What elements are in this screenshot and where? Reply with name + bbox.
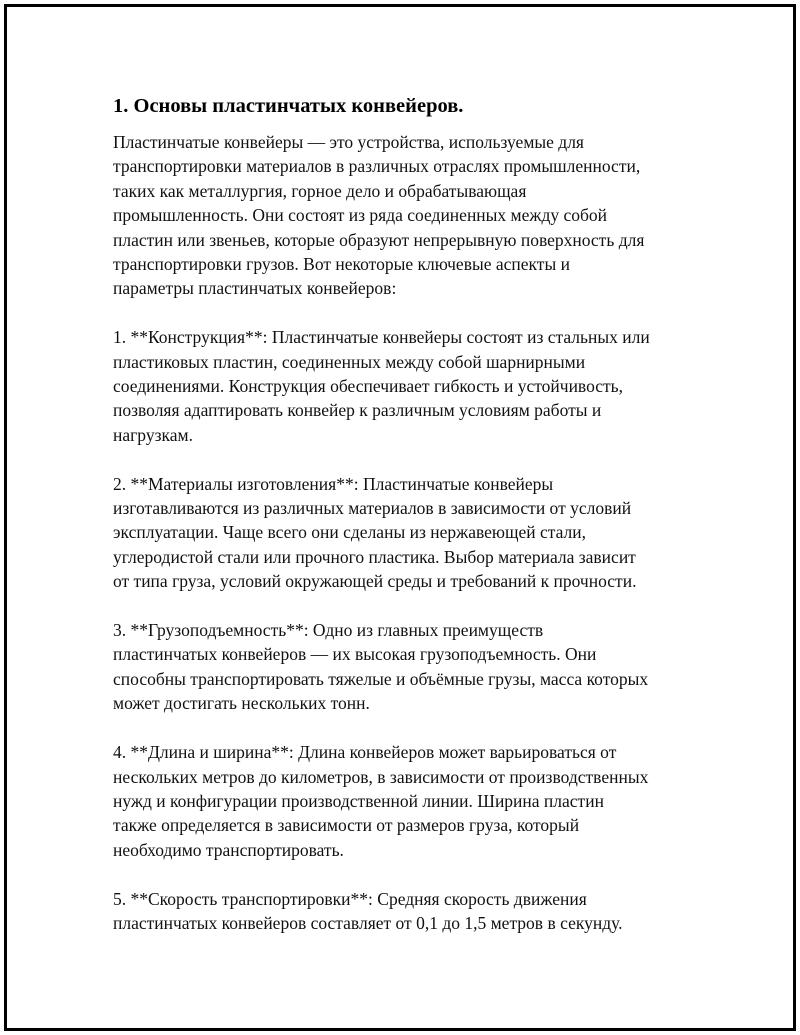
intro-paragraph: Пластинчатые конвейеры — это устройства, используемые для транспортировки материалов в различных отраслях промышленности, таких как металлургия, горное дело и обрабатывающая промышленность. Они состоят из ряда соединенных между собой пластин или звеньев, которые образуют непрерывную поверхность для транспортировки грузов. Вот некоторые ключевые аспекты и параметры пластинчатых конвейеров: (113, 132, 645, 299)
construction-paragraph: 1. **Конструкция**: Пластинчатые конвейеры состоят из стальных или пластиковых пластин, соединенных между собой шарнирными соединениями. Конструкция обеспечивает гибкость и устойчивость, позволяя адаптировать конвейер к различным условиям работы и нагрузкам. (113, 327, 650, 445)
dimensions-paragraph: 4. **Длина и ширина**: Длина конвейеров может варьироваться от нескольких метров до километров, в зависимости от производственных нужд и конфигурации производственной линии. Ширина пластин также определяется в зависимости от размеров груза, который необходимо транспортировать. (113, 742, 649, 860)
document-content (113, 92, 693, 960)
materials-paragraph: 2. **Материалы изготовления**: Пластинчатые конвейеры изготавливаются из различных материалов в зависимости от условий эксплуатации. Чаще всего они сделаны из нержавеющей стали, углеродистой стали или прочного пластика. Выбор материала зависит от типа груза, условий окружающей среды и требований к прочности. (113, 473, 637, 592)
section-heading: 1. Основы пластинчатых конвейеров. (113, 95, 464, 117)
capacity-paragraph: 3. **Грузоподъемность**: Одно из главных преимуществ пластинчатых конвейеров — их высокая грузоподъемность. Они способны транспортировать тяжелые и объёмные грузы, масса которых может достигать нескольких тонн. (113, 620, 649, 714)
speed-paragraph: 5. **Скорость транспортировки**: Средняя скорость движения пластинчатых конвейеров составляет от 0,1 до 1,5 метров в секунду. (113, 888, 623, 933)
